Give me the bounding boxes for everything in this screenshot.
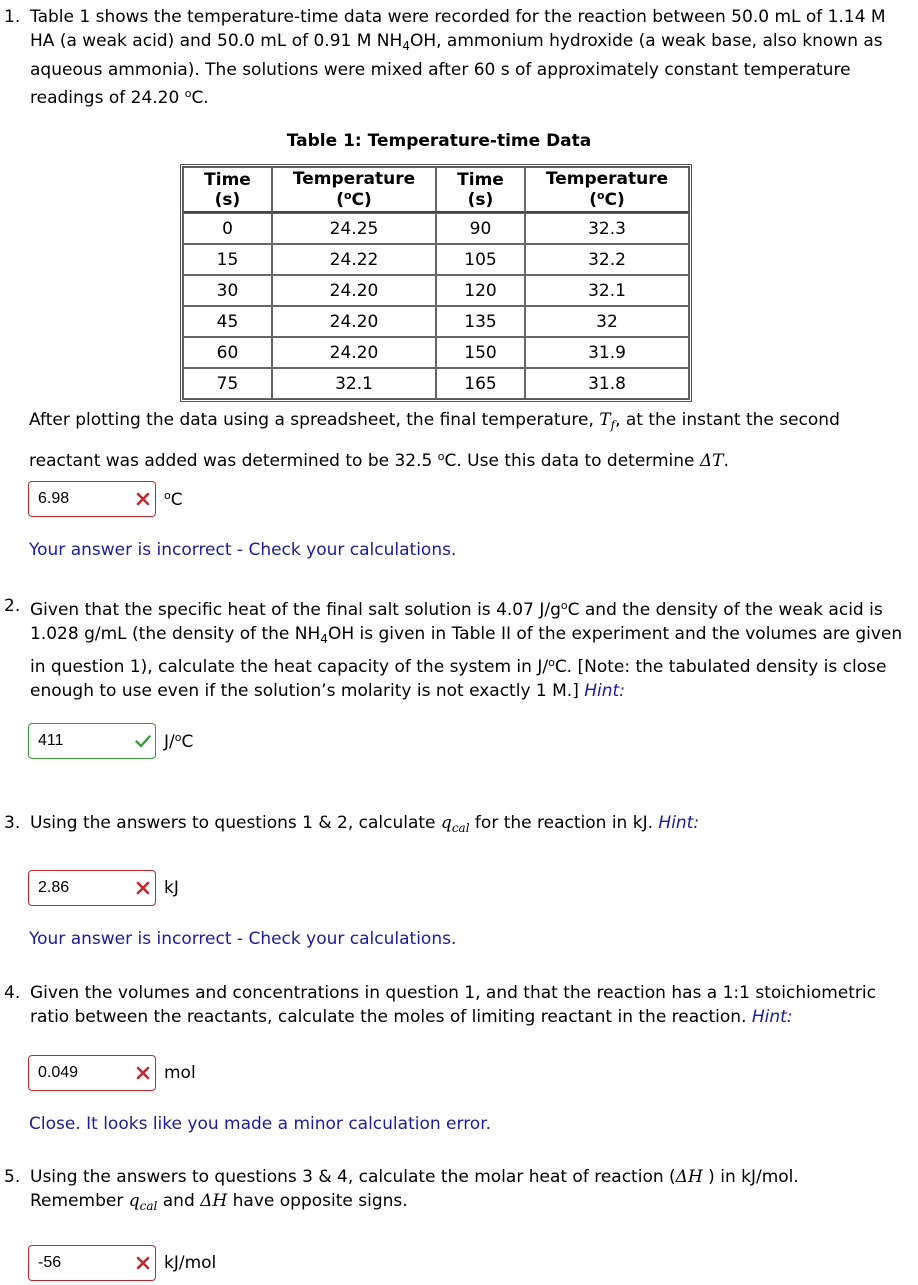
table-cell: 32 <box>525 306 689 337</box>
question-1-followup: After plotting the data using a spreadsheet, the final temperature, $T_f$, at the instant the second reactant was added was determined to be 32.5 $^o$C. Use this data to determine ΔT. <box>29 410 840 471</box>
question-5 <box>4 1165 910 1218</box>
question-number: 2. <box>4 596 21 616</box>
unit-label-4: mol <box>164 1063 196 1083</box>
question-1 <box>4 5 910 110</box>
unit-label-5: kJ/mol <box>164 1253 217 1273</box>
x-icon <box>134 1254 152 1272</box>
table-cell: 31.9 <box>525 337 689 368</box>
table-cell: 30 <box>183 275 272 306</box>
hint-link[interactable]: Hint: <box>751 1007 793 1027</box>
table-cell: 32.1 <box>525 275 689 306</box>
table-row <box>183 306 689 337</box>
table-cell: 24.20 <box>272 306 436 337</box>
table-cell: 120 <box>436 275 525 306</box>
table-cell: 60 <box>183 337 272 368</box>
question-3 <box>4 811 910 840</box>
question-number: 5. <box>4 1167 21 1187</box>
table-cell: 24.20 <box>272 337 436 368</box>
table-cell: 24.22 <box>272 244 436 275</box>
table-cell: 165 <box>436 368 525 399</box>
temperature-time-table <box>180 164 692 402</box>
table-row <box>183 368 689 399</box>
table-row <box>183 244 689 275</box>
question-5-text: Using the answers to questions 3 & 4, calculate the molar heat of reaction (ΔH ) in kJ/mol. Remember $q_{cal}$ and ΔH have opposite signs. <box>30 1167 799 1213</box>
col-header-time: Time (s) <box>436 167 525 213</box>
table-cell: 135 <box>436 306 525 337</box>
answer-box-3 <box>28 870 156 906</box>
question-2 <box>4 594 910 703</box>
answer-box-4 <box>28 1055 156 1091</box>
table-cell: 15 <box>183 244 272 275</box>
table-cell: 45 <box>183 306 272 337</box>
col-header-time: Time (s) <box>183 167 272 213</box>
answer-input-2[interactable] <box>29 724 138 758</box>
feedback-3: Your answer is incorrect - Check your calculations. <box>29 929 457 949</box>
table-cell: 24.25 <box>272 213 436 244</box>
x-icon <box>134 490 152 508</box>
x-icon <box>134 879 152 897</box>
hint-link[interactable]: Hint: <box>658 813 700 833</box>
table-cell: 90 <box>436 213 525 244</box>
answer-box-5 <box>28 1245 156 1281</box>
answer-box-2 <box>28 723 156 759</box>
table-header-row <box>183 167 689 213</box>
feedback-1: Your answer is incorrect - Check your calculations. <box>29 540 457 560</box>
answer-box-1 <box>28 481 156 517</box>
answer-input-5[interactable] <box>29 1246 138 1280</box>
table-row <box>183 275 689 306</box>
unit-label-1: $^o$C <box>164 489 183 510</box>
question-3-text: Using the answers to questions 1 & 2, calculate $q_{cal}$ for the reaction in kJ. Hint: <box>30 813 700 835</box>
feedback-4: Close. It looks like you made a minor calculation error. <box>29 1114 492 1134</box>
table-cell: 31.8 <box>525 368 689 399</box>
question-4-text: Given the volumes and concentrations in question 1, and that the reaction has a 1:1 stoichiometric ratio between the reactants, calculate the moles of limiting reactant in the reaction. Hint: <box>30 983 876 1027</box>
answer-input-4[interactable] <box>29 1056 138 1090</box>
table-cell: 0 <box>183 213 272 244</box>
col-header-temperature: Temperature ($^o$C) <box>272 167 436 213</box>
x-icon <box>134 1064 152 1082</box>
table-cell: 150 <box>436 337 525 368</box>
answer-input-1[interactable] <box>29 482 138 516</box>
hint-link[interactable]: Hint: <box>584 681 625 701</box>
check-icon <box>134 732 152 750</box>
question-1-text: Table 1 shows the temperature-time data were recorded for the reaction between 50.0 mL of 1.14 M HA (a weak acid) and 50.0 mL of 0.91 M $NH_4OH$, ammonium hydroxide (a weak base, also known as aqueous ammonia). The solutions were mixed after 60 s of approximately constant temperature readings of 24.20 $^o$C. <box>30 7 886 108</box>
table-cell: 32.2 <box>525 244 689 275</box>
table-cell: 105 <box>436 244 525 275</box>
table-row <box>183 337 689 368</box>
table-cell: 75 <box>183 368 272 399</box>
question-number: 4. <box>4 983 21 1003</box>
unit-label-3: kJ <box>164 878 179 898</box>
question-4 <box>4 981 910 1029</box>
answer-input-3[interactable] <box>29 871 138 905</box>
table-cell: 32.1 <box>272 368 436 399</box>
unit-label-2: J/$^o$C <box>164 731 194 752</box>
col-header-temperature: Temperature ($^o$C) <box>525 167 689 213</box>
question-2-text: Given that the specific heat of the final salt solution is 4.07 $J/g^oC$ and the density of the weak acid is 1.028 g/mL (the density of the $NH_4OH$ is given in Table II of the experiment and the volumes are given in question 1), calculate the heat capacity of the system in J/$^o$C. [Note: the tabulated density is close enough to use even if the solution’s molarity is not exactly 1 M.] Hint: <box>30 599 903 701</box>
table-cell: 24.20 <box>272 275 436 306</box>
question-number: 1. <box>4 7 21 27</box>
table-caption: Table 1: Temperature-time Data <box>286 131 592 151</box>
table-row <box>183 213 689 244</box>
table-cell: 32.3 <box>525 213 689 244</box>
question-number: 3. <box>4 813 21 833</box>
